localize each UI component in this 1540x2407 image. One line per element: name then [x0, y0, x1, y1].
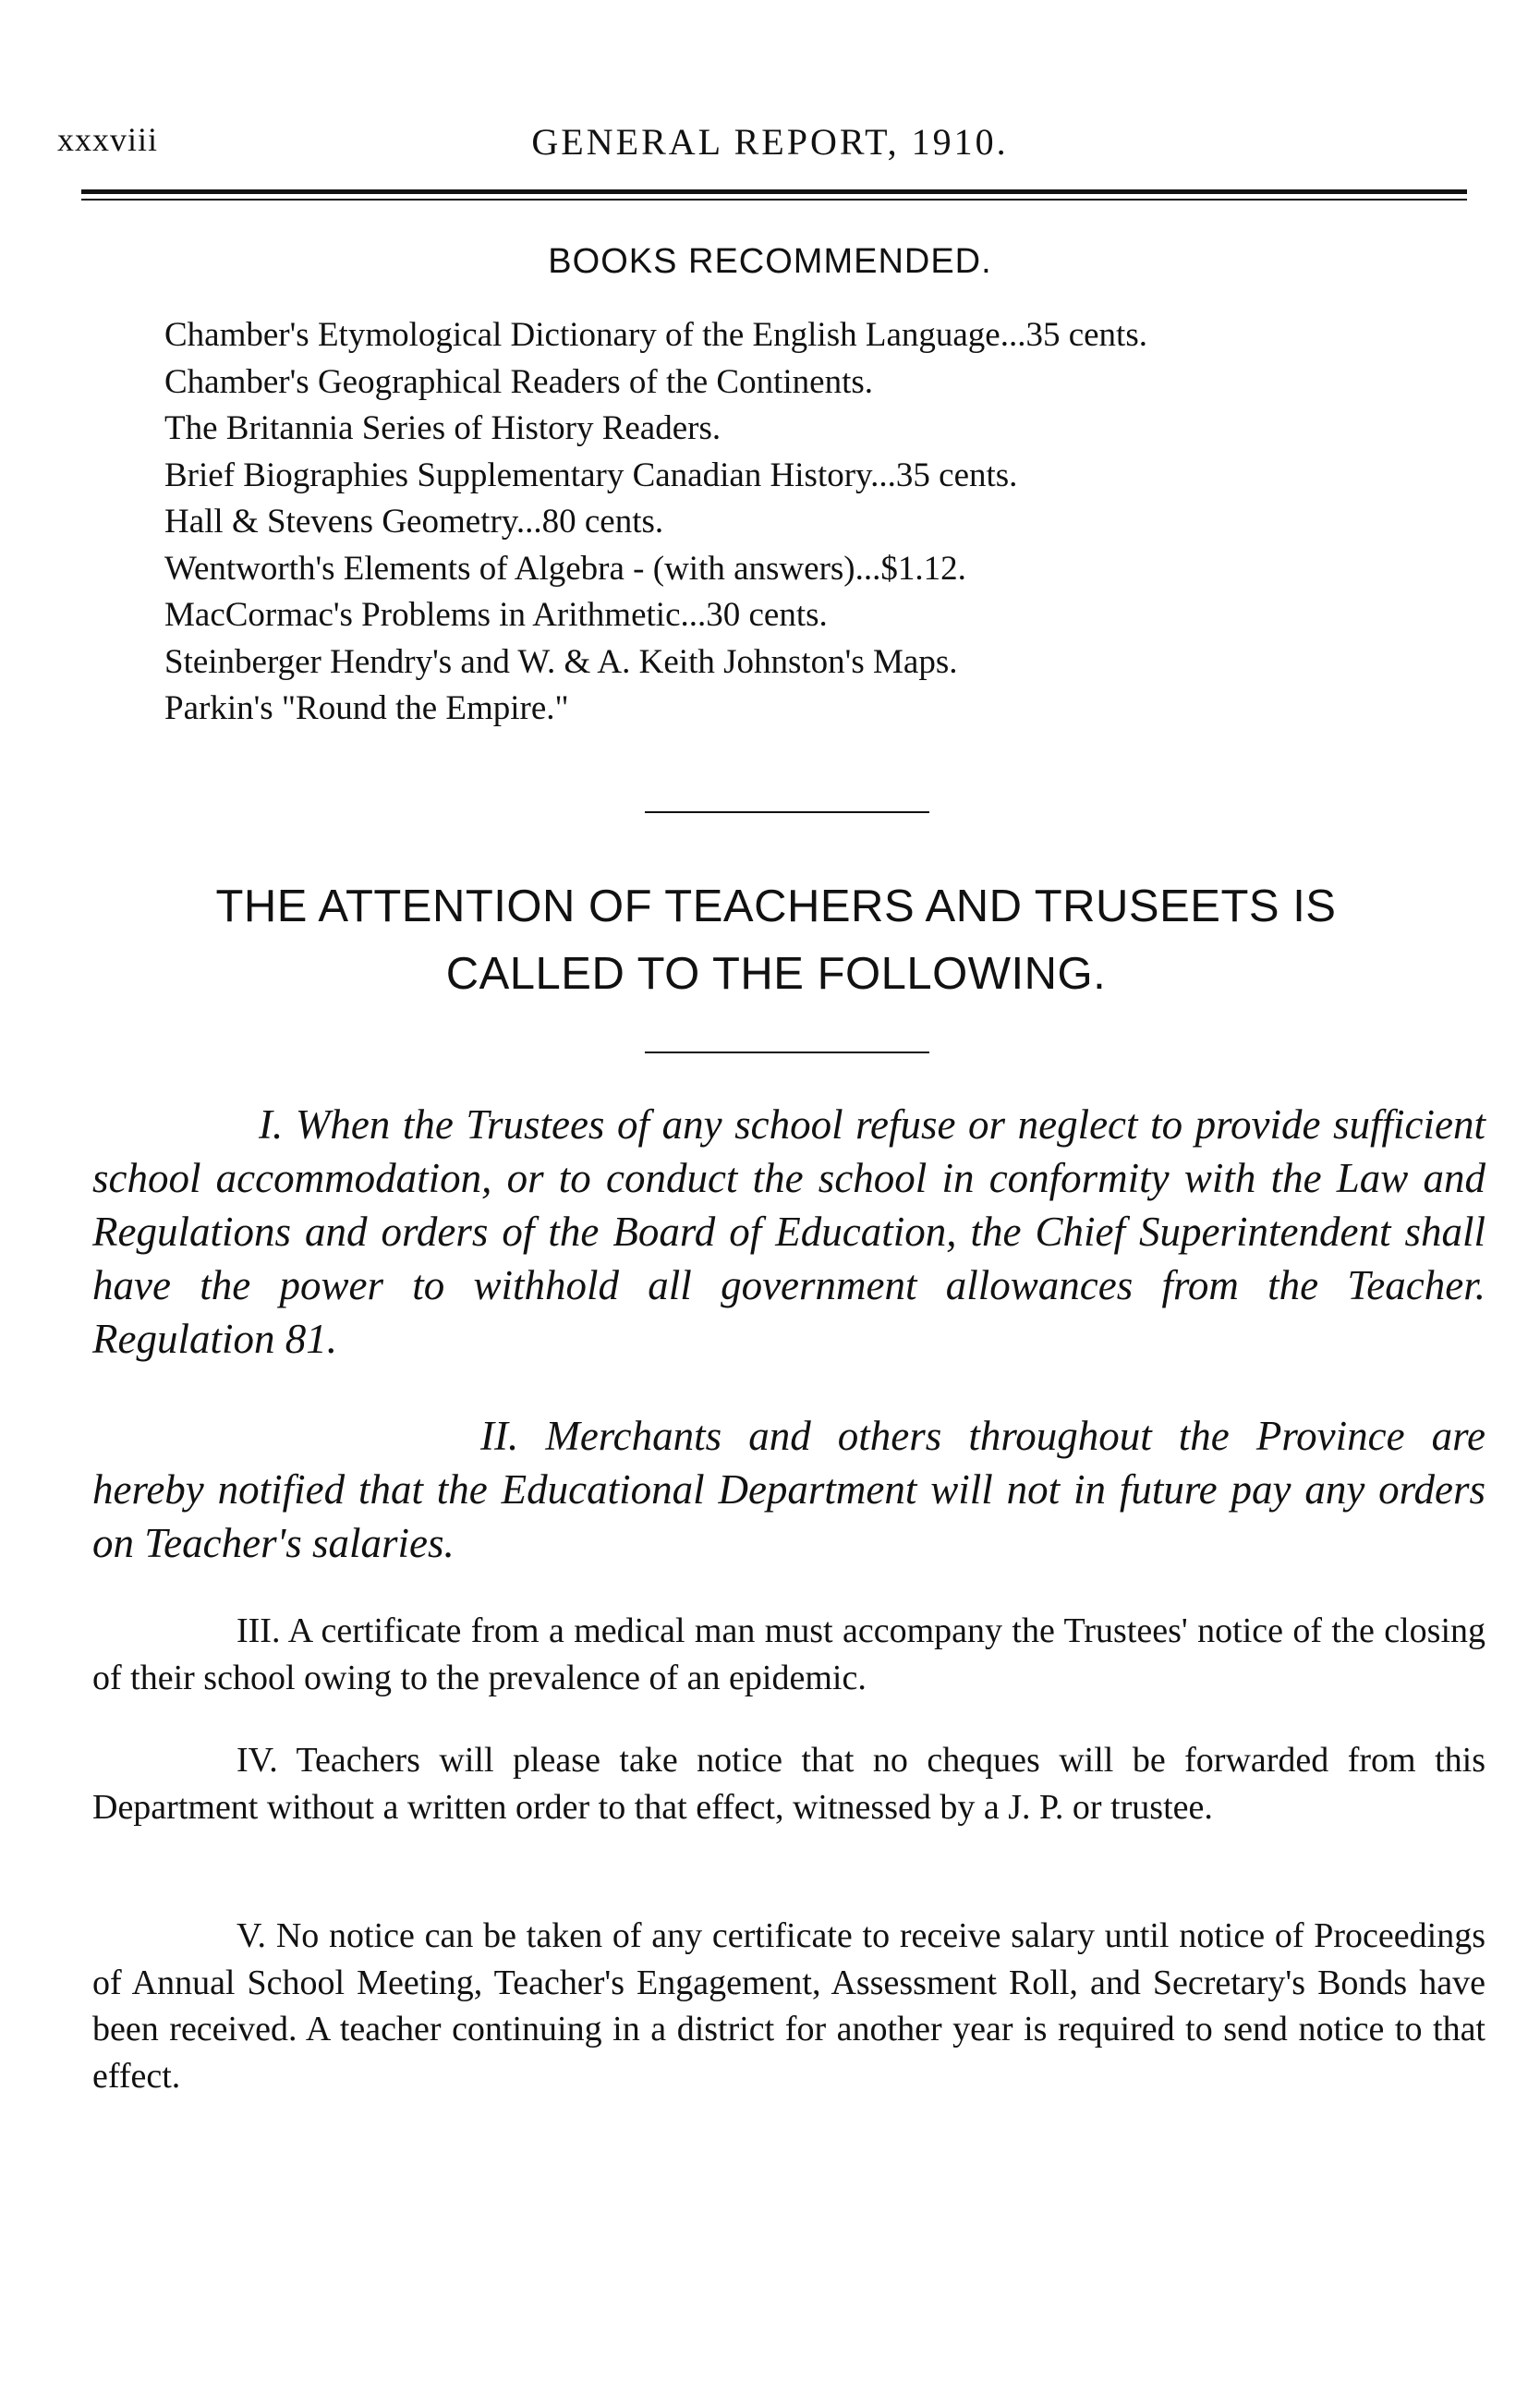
book-item: Wentworth's Elements of Algebra - (with answers)...$1.12.: [164, 549, 966, 588]
notice-number: V.: [236, 1916, 267, 1955]
books-heading: BOOKS RECOMMENDED.: [548, 242, 992, 281]
book-item: MacCormac's Problems in Arithmetic...30 cents.: [164, 596, 828, 634]
notice-text: When the Trustees of any school refuse or neglect to provide sufficient school accommodation, or to conduct the school in conformity with the Law and Regulations and orders of the Board of Education, the Chief Superintendent shall have the power to withhold all government allowances from the Teacher. Regulation 81.: [92, 1101, 1486, 1362]
book-item: Hall & Stevens Geometry...80 cents.: [164, 503, 664, 541]
notice-2: [92, 1409, 1485, 1570]
notice-number: IV.: [236, 1741, 278, 1780]
notice-5: [92, 1913, 1485, 2099]
section-divider-bottom: [645, 1052, 929, 1053]
attention-heading-line1: THE ATTENTION OF TEACHERS AND TRUSEETS IS: [215, 881, 1337, 931]
notice-text: No notice can be taken of any certificate to receive salary until notice of Proceedings of Annual School Meeting, Teacher's Engagement, Assessment Roll, and Secretary's Bonds have been received. A teacher continuing in a district for another year is required to send notice to that effect.: [92, 1916, 1486, 2096]
book-item: Brief Biographies Supplementary Canadian History...35 cents.: [164, 456, 1018, 494]
attention-heading-line2: CALLED TO THE FOLLOWING.: [445, 949, 1107, 999]
notice-text: Merchants and others throughout the Province are hereby notified that the Educational Department will not in future pay any orders on Teacher's salaries.: [92, 1413, 1486, 1566]
notice-text: Teachers will please take notice that no cheques will be forwarded from this Department without a written order to that effect, witnessed by a J. P. or trustee.: [92, 1741, 1485, 1827]
header-rule-thick: [81, 189, 1467, 194]
book-item: Steinberger Hendry's and W. & A. Keith Johnston's Maps.: [164, 642, 958, 681]
notice-4: [92, 1737, 1485, 1830]
book-item: Parkin's "Round the Empire.": [164, 689, 569, 727]
book-item: Chamber's Etymological Dictionary of the English Language...35 cents.: [164, 316, 1147, 354]
running-title: GENERAL REPORT, 1910.: [531, 121, 1009, 163]
page-number: xxxviii: [57, 121, 159, 158]
notice-number: I.: [259, 1101, 284, 1148]
section-divider-top: [645, 811, 929, 813]
notice-1: [92, 1098, 1485, 1366]
attention-heading: [83, 873, 1469, 1008]
books-list: [164, 312, 1495, 733]
notice-text: A certificate from a medical man must accompany the Trustees' notice of the closing of their school owing to the prevalence of an epidemic.: [92, 1611, 1486, 1697]
book-item: The Britannia Series of History Readers.: [164, 409, 721, 447]
notice-3: [92, 1608, 1485, 1701]
notice-number: II.: [480, 1413, 519, 1459]
notice-number: III.: [236, 1611, 281, 1650]
running-header: [0, 120, 1540, 176]
book-item: Chamber's Geographical Readers of the Continents.: [164, 362, 874, 401]
header-rule-thin: [81, 199, 1467, 201]
